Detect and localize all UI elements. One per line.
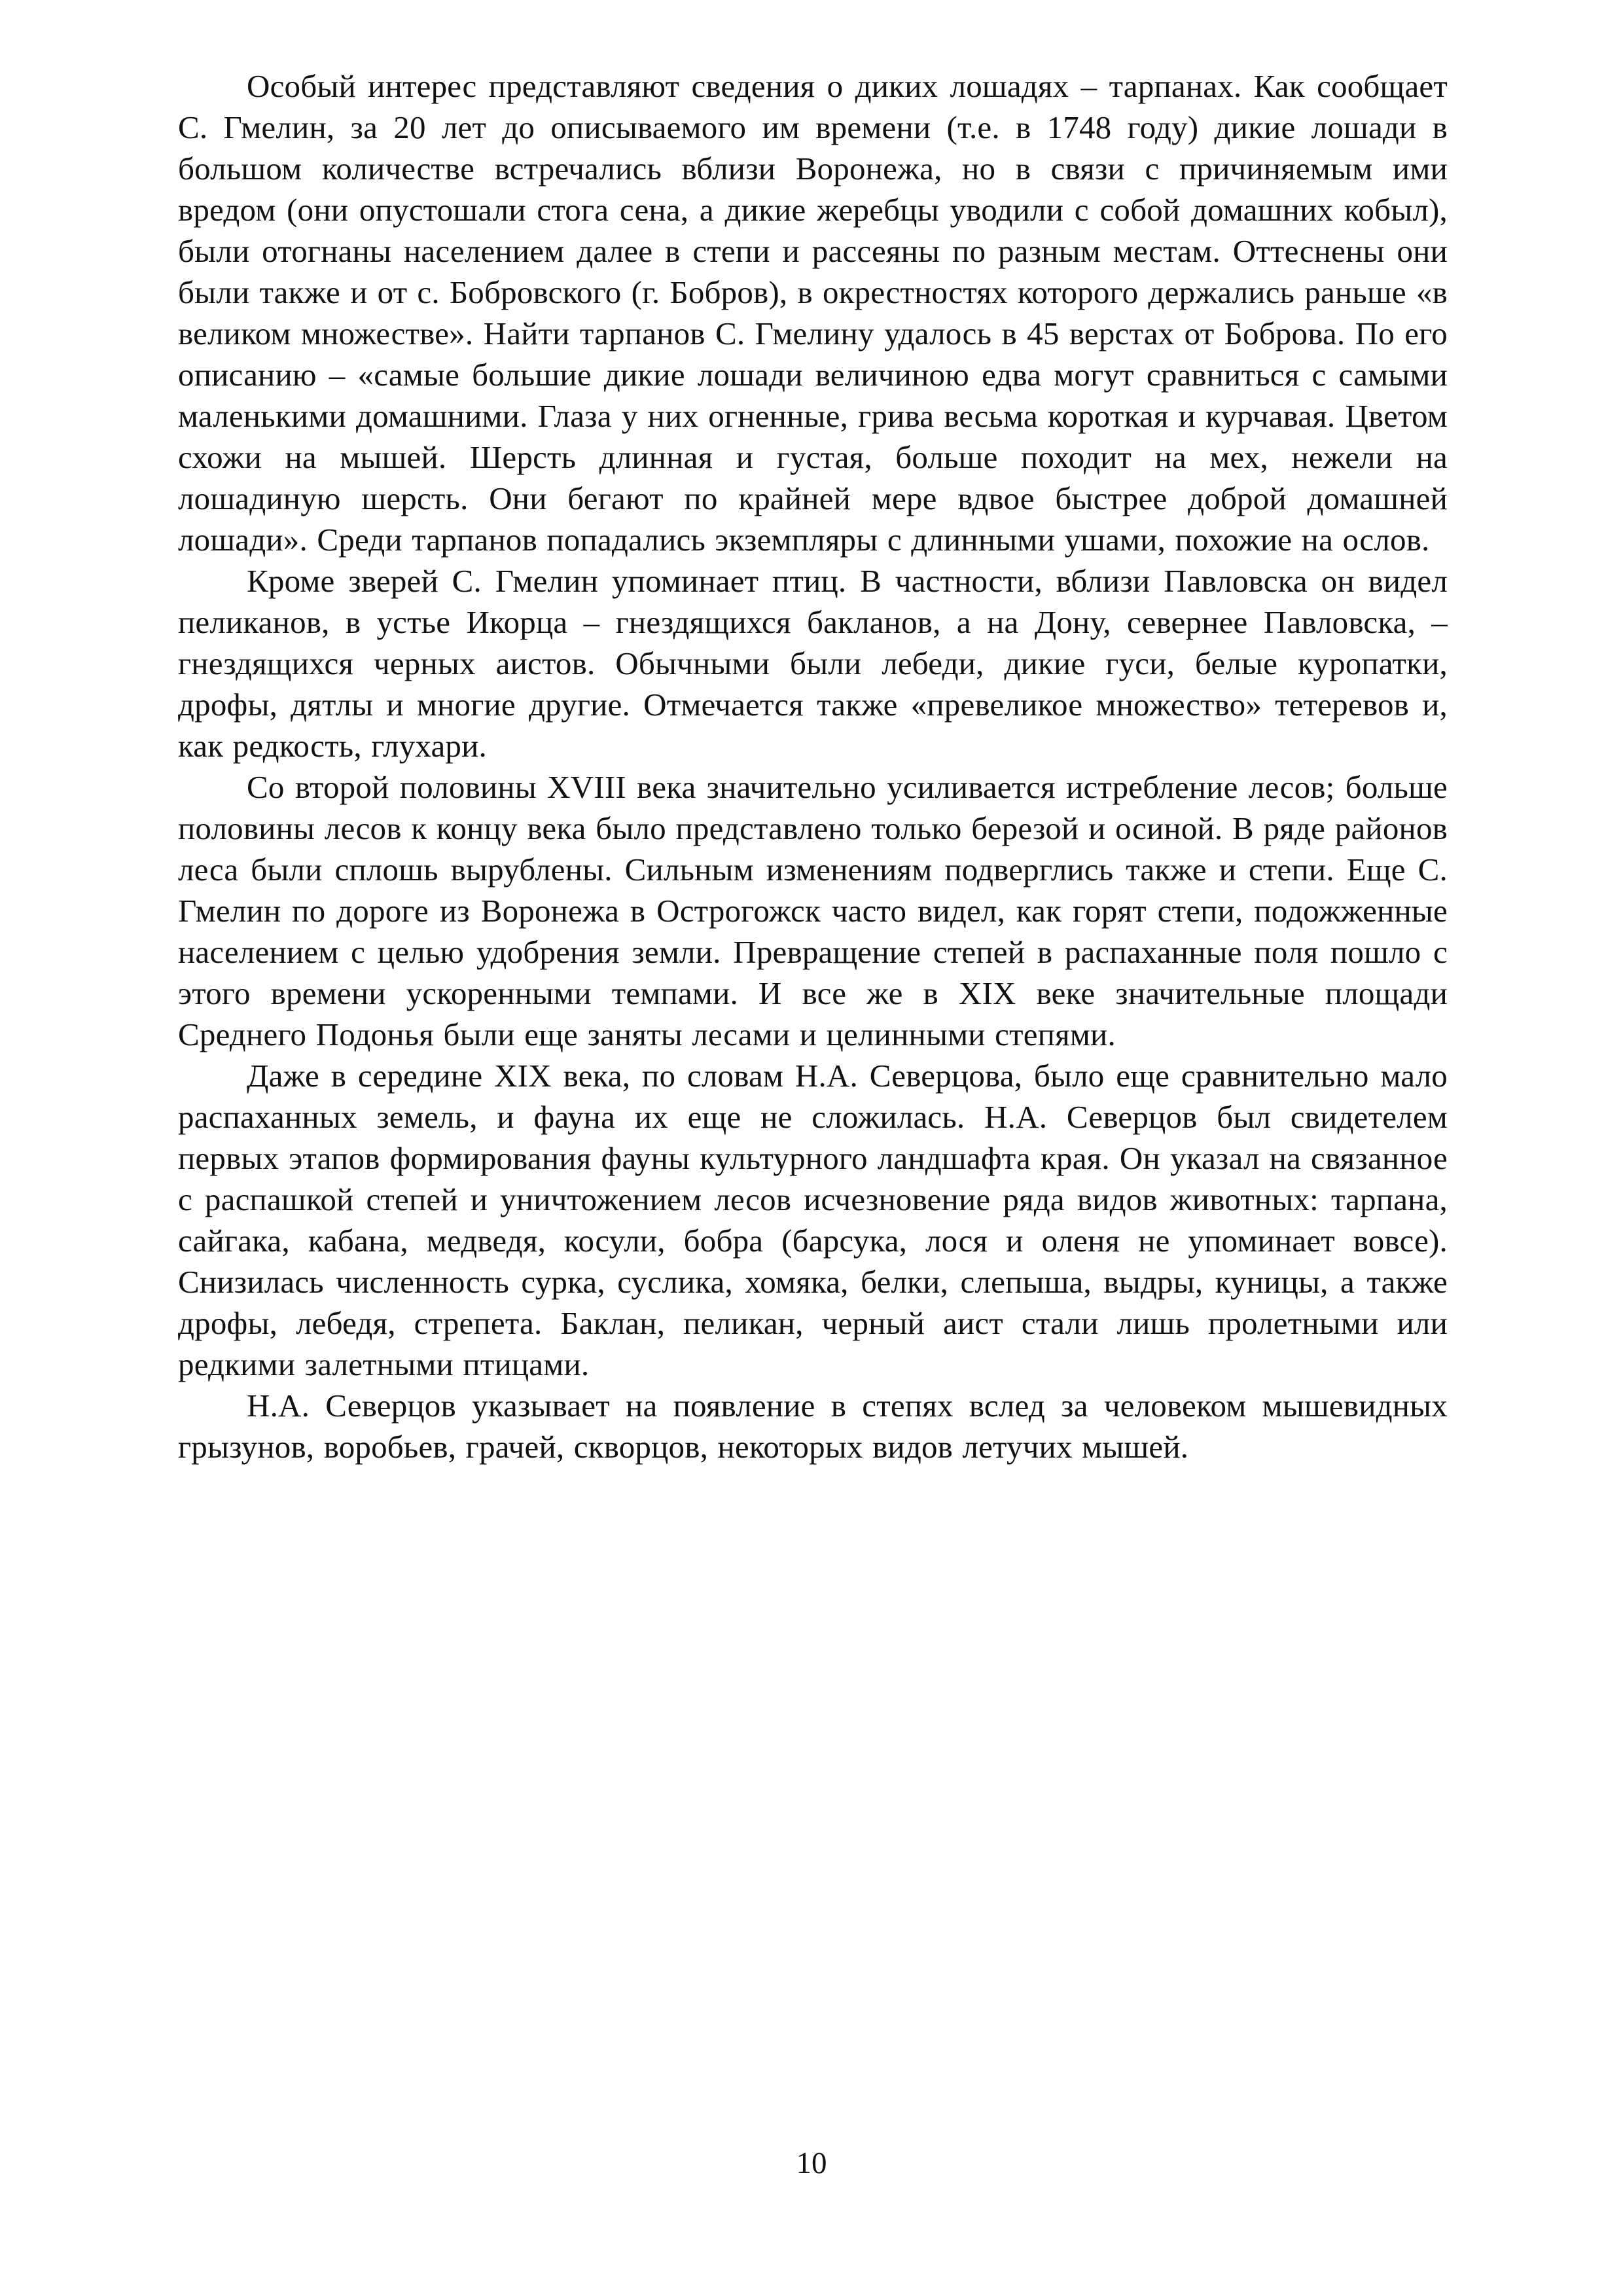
paragraph-severtsov-rodents: Н.А. Северцов указывает на появление в степях вслед за человеком мышевидных грызунов, воробьев, грачей, скворцов, некоторых видов летучих мышей. xyxy=(178,1388,1448,1465)
paragraph-birds: Кроме зверей С. Гмелин упоминает птиц. В частности, вблизи Павловска он видел пеликанов, в устье Икорца – гнездящихся бакланов, а на Дону, севернее Павловска, – гнездящихся черных аистов. Обычными были лебеди, дикие гуси, белые куропатки, дрофы, дятлы и многие другие. Отмечается также «превеликое множество» тетеревов и, как редкость, глухари. xyxy=(178,563,1448,764)
paragraph-forests: Со второй половины XVIII века значительно усиливается истребление лесов; больше половины лесов к концу века было представлено только березой и осиной. В ряде районов леса были сплошь вырублены. Сильным изменениям подверглись также и степи. Еще С. Гмелин по дороге из Воронежа в Острогожск часто видел, как горят степи, подожженные населением с целью удобрения земли. Превращение степей в распаханные поля пошло с этого времени ускоренными темпами. И все же в XIX веке значительные площади Среднего Подонья были еще заняты лесами и целинными степями. xyxy=(178,769,1448,1052)
paragraph-severtsov-fauna: Даже в середине XIX века, по словам Н.А. Северцова, было еще сравнительно мало распаханных земель, и фауна их еще не сложилась. Н.А. Северцов был свидетелем первых этапов формирования фауны культурного ландшафта края. Он указал на связанное с распашкой степей и уничтожением лесов исчезновение ряда видов животных: тарпана, сайгака, кабана, медведя, косули, бобра (барсука, лося и оленя не упоминает вовсе). Снизилась численность сурка, суслика, хомяка, белки, слепыша, выдры, куницы, а также дрофы, лебедя, стрепета. Баклан, пеликан, черный аист стали лишь пролетными или редкими залетными птицами. xyxy=(178,1058,1448,1382)
page-number: 10 xyxy=(796,2146,827,2180)
paragraph-tarpans: Особый интерес представляют сведения о диких лошадях – тарпанах. Как сообщает С. Гмелин, за 20 лет до описываемого им времени (т.е. в 1748 году) дикие лошади в большом количестве встречались вблизи Воронежа, но в связи с причиняемым ими вредом (они опустошали стога сена, а дикие жеребцы уводили с собой домашних кобыл), были отогнаны населением далее в степи и рассеяны по разным местам. Оттеснены они были также и от с. Бобровского (г. Бобров), в окрестностях которого держались раньше «в великом множестве». Найти тарпанов С. Гмелину удалось в 45 верстах от Боброва. По его описанию – «самые большие дикие лошади величиною едва могут сравниться с самыми маленькими домашними. Глаза у них огненные, грива весьма короткая и курчавая. Цветом схожи на мышей. Шерсть длинная и густая, больше походит на мех, нежели на лошадиную шерсть. Они бегают по крайней мере вдвое быстрее доброй домашней лошади». Среди тарпанов попадались экземпляры с длинными ушами, похожие на ослов. xyxy=(178,68,1448,558)
text-block xyxy=(178,65,1448,1467)
